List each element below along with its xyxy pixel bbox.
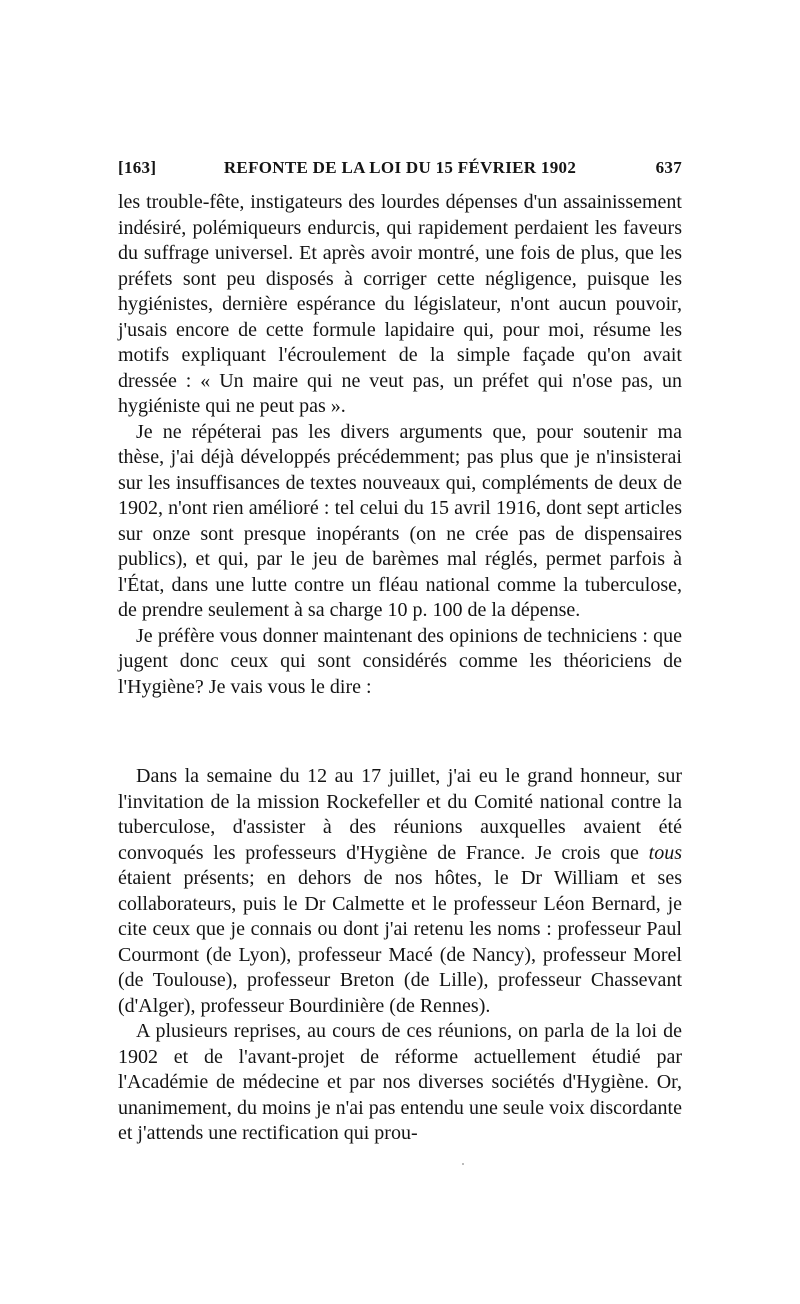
scan-speck (462, 1163, 464, 1165)
paragraph: Je préfère vous donner maintenant des opinions de techniciens : que jugent donc ceux qui sont considérés comme les théoriciens de l'Hygiène? Je vais vous le dire : (118, 624, 682, 698)
page-reference: [163] (118, 158, 157, 177)
running-title: REFONTE DE LA LOI DU 15 FÉVRIER 1902 (223, 158, 577, 177)
paragraph-text: étaient présents; en dehors de nos hôtes, le Dr William et ses collaborateurs, puis le Dr Calmette et le professeur Léon Bernard, je cite ceux que je connais ou dont j'ai retenu les noms : professeur Paul Courmont (de Lyon), professeur Macé (de Nancy), professeur Morel (de Toulouse), professeur Breton (de Lille), professeur Chassevant (d'Alger), professeur Bourdinière (de Rennes). (118, 867, 682, 1017)
body-text-upper (118, 190, 682, 700)
body-text-lower (118, 764, 682, 1147)
paragraph-text: Dans la semaine du 12 au 17 juillet, j'ai eu le grand honneur, sur l'invitation de la mission Rockefeller et du Comité national contre la tuberculose, d'assister à des réunions auxquelles avaient été convoqués les professeurs d'Hygiène de France. Je crois que (118, 765, 682, 864)
paragraph: Je ne répéterai pas les divers arguments que, pour soutenir ma thèse, j'ai déjà développés précédemment; pas plus que je n'insisterai sur les insuffisances de textes nouveaux qui, compléments de deux de 1902, n'ont rien amélioré : tel celui du 15 avril 1916, dont sept articles sur onze sont presque inopérants (on ne crée pas de dispensaires publics), et qui, par le jeu de barèmes mal réglés, permet parfois à l'État, dans une lutte contre un fléau national comme la tuberculose, de prendre seulement à sa charge 10 p. 100 de la dépense. (118, 420, 682, 621)
running-header (118, 158, 682, 186)
paragraph (118, 764, 682, 1019)
paragraph-continuation: les trouble-fête, instigateurs des lourdes dépenses d'un assainissement indésiré, polémiqueurs endurcis, qui rapidement perdaient les faveurs du suffrage universel. Et après avoir montré, une fois de plus, que les préfets sont peu disposés à corriger cette négligence, puisque les hygiénistes, dernière espérance du législateur, n'ont aucun pouvoir, j'usais encore de cette formule lapidaire qui, pour moi, résume les motifs expliquant l'écroulement de la simple façade qu'on avait dressée : « Un maire qui ne veut pas, un préfet qui n'ose pas, un hygiéniste qui ne peut pas ». (118, 191, 682, 417)
page-number: 637 (655, 158, 682, 177)
emphasis-text: tous (648, 841, 682, 864)
paragraph: A plusieurs reprises, au cours de ces réunions, on parla de la loi de 1902 et de l'avant-projet de réforme actuellement étudié par l'Académie de médecine et par nos diverses sociétés d'Hygiène. Or, unanimement, du moins je n'ai pas entendu une seule voix discordante et j'attends une rectification qui prou- (118, 1020, 682, 1144)
